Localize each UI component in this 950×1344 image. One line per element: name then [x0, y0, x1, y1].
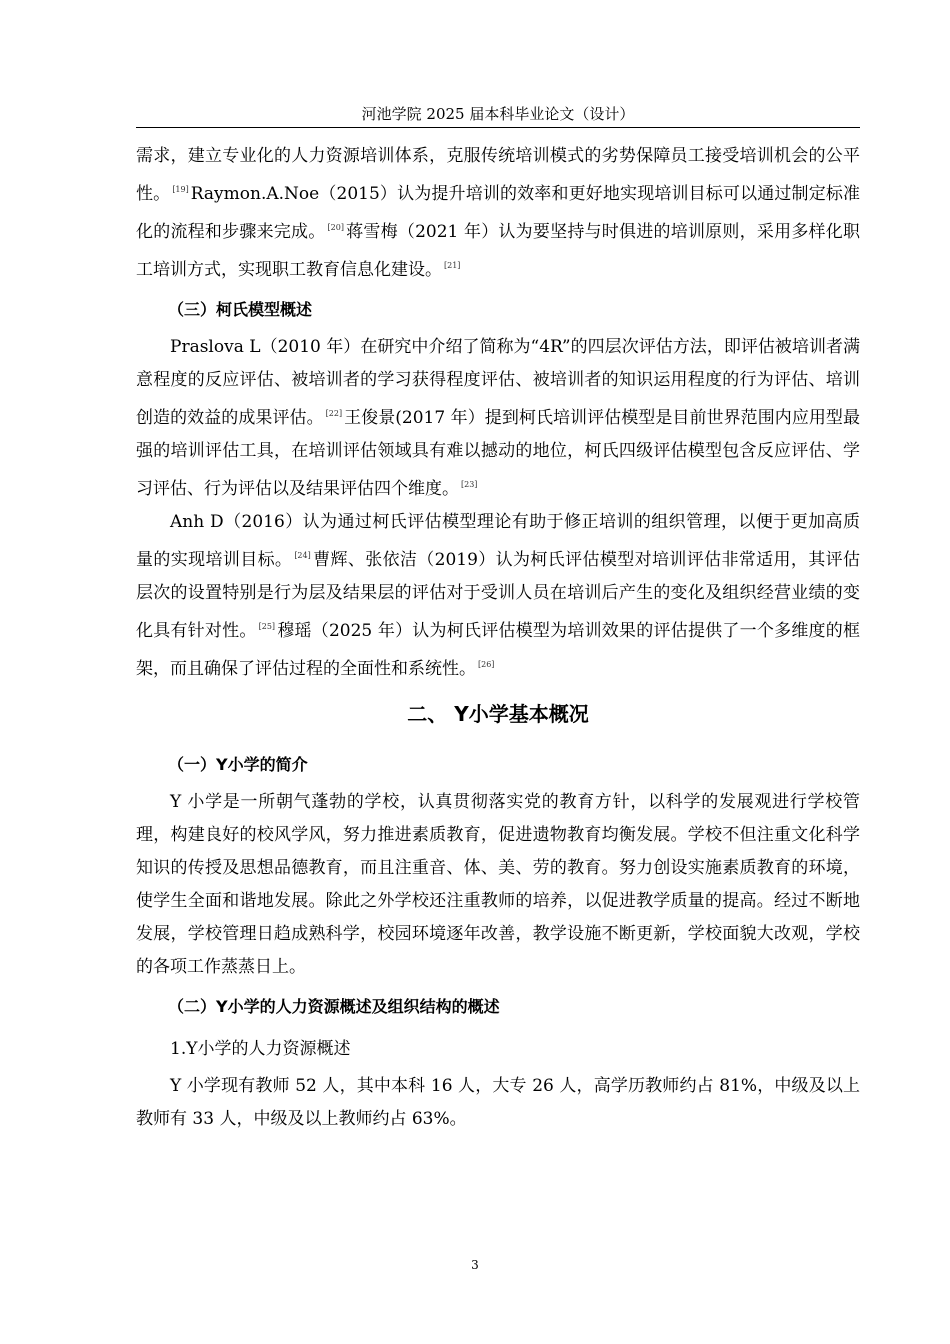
- paragraph-training-literature: 需求，建立专业化的人力资源培训体系，克服传统培训模式的劣势保障员工接受培训机会的公平性。 [19] Raymon.A.Noe（2015）认为提升培训的效率和更好地实现培训目标可以通过制定标准化的流程和步骤来完成。 [20] 蒋雪梅（2021 年）认为要坚持与时俱进的培训原则，采用多样化职工培训方式，实现职工教育信息化建设。 [21]: [136, 146, 860, 280]
- citation-19: [19]: [172, 185, 189, 194]
- section-heading-school-intro: （一）Y小学的简介: [168, 754, 308, 774]
- chapter-heading-school-overview: 二、 Y小学基本概况: [407, 702, 589, 726]
- citation-23: [23]: [461, 480, 478, 489]
- citation-22: [22]: [325, 409, 343, 418]
- subsection-heading-hr: 1.Y小学的人力资源概述: [170, 1038, 351, 1059]
- paragraph-praslova: Praslova L（2010 年）在研究中介绍了简称为“4R”的四层次评估方法，即评估被培训者满意程度的反应评估、被培训者的学习获得程度评估、被培训者的知识运用程度的行为评估、培训创造的效益的成果评估。 [22] 王俊景(2017 年）提到柯氏培训评估模型是目前世界范围内应用型最强的培训评估工具，在培训评估领域具有难以撼动的地位，柯氏四级评估模型包含反应评估、学习评估、行为评估以及结果评估四个维度。 [23]: [136, 337, 860, 499]
- running-header: 河池学院 2025 届本科毕业论文（设计）: [136, 103, 860, 128]
- citation-26: [26]: [478, 660, 495, 669]
- citation-25: [25]: [258, 622, 276, 631]
- citation-20: [20]: [327, 223, 344, 232]
- page-number: 3: [471, 1258, 479, 1272]
- citation-24: [24]: [294, 551, 311, 560]
- body-text: [136, 140, 860, 1136]
- paragraph-school-intro: Y 小学是一所朝气蓬勃的学校，认真贯彻落实党的教育方针，以科学的发展观进行学校管理，构建良好的校风学风，努力推进素质教育，促进遗物教育均衡发展。学校不但注重文化科学知识的传授及思想品德教育，而且注重音、体、美、劳的教育。努力创设实施素质教育的环境，使学生全面和谐地发展。除此之外学校还注重教师的培养，以促进教学质量的提高。经过不断地发展，学校管理日趋成熟科学，校园环境逐年改善，教学设施不断更新，学校面貌大改观，学校的各项工作蒸蒸日上。: [136, 792, 860, 977]
- section-heading-hr-overview: （二）Y小学的人力资源概述及组织结构的概述: [168, 996, 500, 1016]
- paragraph-anh: Anh D（2016）认为通过柯氏评估模型理论有助于修正培训的组织管理，以便于更加高质量的实现培训目标。 [24] 曹辉、张依洁（2019）认为柯氏评估模型对培训评估非常适用，其评估层次的设置特别是行为层及结果层的评估对于受训人员在培训后产生的变化及组织经营业绩的变化具有针对性。 [25] 穆瑶（2025 年）认为柯氏评估模型为培训效果的评估提供了一个多维度的框架，而且确保了评估过程的全面性和系统性。 [26]: [136, 512, 861, 679]
- section-heading-kirkpatrick: （三）柯氏模型概述: [168, 299, 313, 319]
- paragraph-staff-stats: Y 小学现有教师 52 人，其中本科 16 人，大专 26 人，高学历教师约占 81%，中级及以上教师有 33 人，中级及以上教师约占 63%。: [136, 1076, 860, 1129]
- citation-21: [21]: [444, 261, 461, 270]
